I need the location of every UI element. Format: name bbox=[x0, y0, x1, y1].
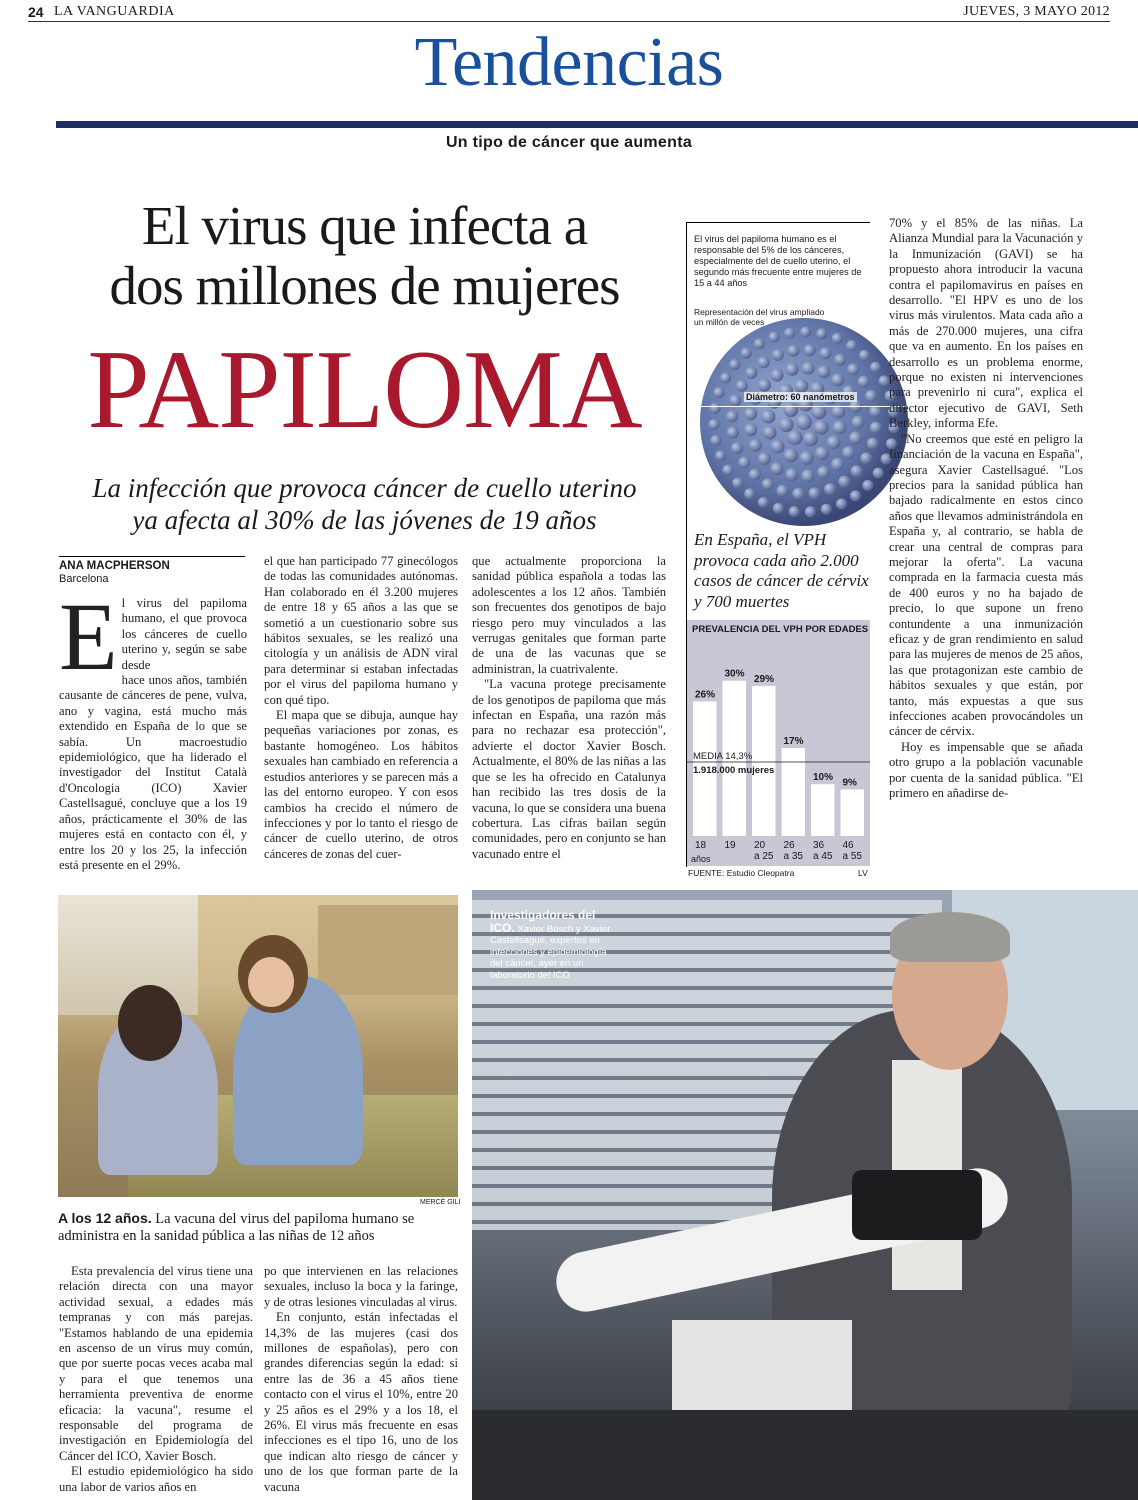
capsid-knob bbox=[738, 456, 750, 468]
capsid-knob bbox=[768, 332, 779, 343]
researcher-photo bbox=[472, 890, 1138, 1500]
chart-bar bbox=[752, 686, 776, 836]
capsid-knob bbox=[836, 498, 847, 509]
article-column-bottom-1 bbox=[59, 1264, 253, 1495]
deck-line-1: La infección que provoca cáncer de cuello uterino bbox=[92, 473, 637, 503]
chart-bar bbox=[811, 784, 835, 836]
chart-value-label: 30% bbox=[724, 668, 745, 680]
capsid-knob bbox=[803, 431, 818, 446]
capsid-knob bbox=[731, 442, 743, 454]
capsid-knob bbox=[710, 435, 721, 446]
capsid-knob bbox=[741, 348, 752, 359]
capsid-knob bbox=[749, 439, 762, 452]
lab-bench bbox=[472, 1410, 1138, 1500]
capsid-knob bbox=[827, 435, 841, 449]
infographic-intro: El virus del papiloma humano es el responsable del 5% de los cánceres, especialmente del de cuello uterino, el segundo más frecuente entre mujeres de 15 a 44 años bbox=[694, 234, 862, 288]
capsid-knob bbox=[787, 430, 802, 445]
capsid-knob bbox=[729, 395, 741, 407]
virus-caption: Representación del virus ampliado un millón de veces bbox=[694, 307, 825, 327]
capsid-knob bbox=[824, 483, 836, 495]
virus-illustration bbox=[692, 314, 922, 534]
capsid-knob bbox=[860, 452, 872, 464]
headline-line-2: dos millones de mujeres bbox=[109, 255, 620, 316]
classroom-photo-credit: MERCÈ GILI bbox=[420, 1199, 461, 1206]
capsid-knob bbox=[758, 497, 769, 508]
chart-tick-label: a 35 bbox=[783, 851, 803, 862]
capsid-knob bbox=[802, 362, 815, 375]
capsid-knob bbox=[851, 416, 864, 429]
chart-average-sublabel: 1.918.000 mujeres bbox=[693, 764, 775, 776]
section-title: Tendencias bbox=[414, 24, 724, 101]
article-paragraph: Esta prevalencia del virus tiene una relación directa con una mayor actividad sexual, a edades más tempranas y con más parejas. "Estamos hablando de una epidemia en ascenso de un virus muy común, que por suerte pocas veces acaba mal y para el que tenemos una herramienta preventiva de enorme eficacia: la vacuna", resume el responsable del programa de investigación en Epidemiología del Cáncer del ICO, Xavier Bosch. bbox=[59, 1264, 253, 1463]
chart-tick-label: 46 bbox=[842, 840, 854, 851]
capsid-knob bbox=[763, 426, 777, 440]
section-rule bbox=[56, 121, 1138, 128]
capsid-knob bbox=[831, 458, 844, 471]
issue-date: JUEVES, 3 MAYO 2012 bbox=[963, 4, 1110, 19]
chart-tick-label: 36 bbox=[813, 840, 825, 851]
byline-rule bbox=[59, 556, 245, 557]
chart-value-label: 9% bbox=[842, 777, 857, 789]
chart-average-label: MEDIA 14,3% bbox=[693, 750, 753, 762]
capsid-knob bbox=[805, 506, 816, 517]
capsid-knob bbox=[771, 369, 784, 382]
chart-value-label: 17% bbox=[783, 736, 804, 747]
article-paragraph: el que han participado 77 ginecólogos de todas las comunidades autónomas. Han colaborado en él 3.200 mujeres de entre 18 y 65 años a las que se sometió a un cuestionario sobre sus hábitos sexuales, se les realizó una citología y un análisis de ADN viral para determinar si estaban infectadas por el virus del papiloma humano y con qué tipo. bbox=[264, 554, 458, 707]
capsid-knob bbox=[772, 349, 784, 361]
capsid-knob bbox=[800, 327, 811, 338]
byline-author: ANA MACPHERSON bbox=[59, 560, 170, 572]
capsid-knob bbox=[761, 410, 775, 424]
capsid-knob bbox=[804, 344, 816, 356]
capsid-knob bbox=[749, 469, 761, 481]
capsid-knob bbox=[713, 387, 724, 398]
chart-value-label: 10% bbox=[813, 772, 834, 784]
chart-source: FUENTE: Estudio Cleopatra bbox=[688, 868, 795, 878]
capsid-knob bbox=[783, 402, 798, 417]
capsid-knob bbox=[847, 363, 859, 375]
child-right-face bbox=[248, 957, 294, 1007]
capsid-knob bbox=[758, 379, 771, 392]
chart-value-label: 26% bbox=[695, 689, 716, 701]
kicker: Un tipo de cáncer que aumenta bbox=[445, 134, 693, 151]
capsid-knob bbox=[722, 465, 733, 476]
capsid-knob bbox=[709, 419, 720, 430]
capsid-knob bbox=[817, 365, 830, 378]
capsid-knob bbox=[726, 410, 738, 422]
capsid-knob bbox=[732, 477, 743, 488]
chart-tick-label: a 25 bbox=[754, 851, 774, 862]
capsid-knob bbox=[879, 375, 890, 386]
chart-tick-label: 20 bbox=[754, 840, 766, 851]
capsid-knob bbox=[727, 427, 739, 439]
child-left-head bbox=[118, 985, 182, 1061]
capsid-knob bbox=[865, 390, 877, 402]
article-paragraph: po que intervienen en las relaciones sexuales, incluso la boca y la faringe, y de otras lesiones vinculadas al virus. bbox=[264, 1264, 458, 1309]
article-paragraph: que actualmente proporciona la sanidad pública española a todas las adolescentes a los 12 años. También son frecuentes dos genotipos de bajo riesgo pero muy vinculados a las verrugas genitales que forman parte de una de las vacunas que se administran, la cuatrivalente. bbox=[472, 554, 666, 676]
capsid-knob bbox=[762, 478, 774, 490]
capsid-knob bbox=[846, 340, 857, 351]
classroom-board bbox=[318, 905, 458, 995]
capsid-knob bbox=[745, 367, 757, 379]
capsid-knob bbox=[834, 354, 846, 366]
capsid-knob bbox=[729, 359, 740, 370]
article-paragraph: Hoy es impensable que se añada otro grupo a la población vacunable por cuenta de la sanidad pública. "El primero en añadirse de- bbox=[889, 739, 1083, 801]
chart-bar bbox=[841, 789, 865, 836]
capsid-knob bbox=[715, 450, 726, 461]
article-column-5 bbox=[889, 216, 1083, 801]
microscope-head bbox=[852, 1170, 982, 1240]
capsid-knob bbox=[792, 488, 804, 500]
chart-bar bbox=[782, 748, 806, 836]
capsid-knob bbox=[809, 487, 821, 499]
article-column-1 bbox=[59, 583, 247, 873]
capsid-knob bbox=[821, 504, 832, 515]
capsid-knob bbox=[851, 465, 863, 477]
capsid-knob bbox=[720, 372, 731, 383]
article-paragraph: hace unos años, también causante de cánceres de pene, vulva, ano y vagina, está mucho más extendido en España de lo que se sabía. Un macroestudio epidemiológico, que ha liderado el investigador del Institut Català d'Oncologia (ICO) Xavier Castellsagué, concluye que a los 19 años, prácticamente el 30% de las mujeres está en contacto con él, y entre los 20 y los 25, la infección está presente en el 29%. bbox=[59, 673, 247, 872]
article-column-3 bbox=[472, 554, 666, 862]
capsid-knob bbox=[770, 462, 783, 475]
article-paragraph: En conjunto, están infectadas el 14,3% de las mujeres (casi dos millones de españolas), pero con grandes diferencias según la edad: si entre las de 36 a 45 años tiene contacto con el virus el 10%, entre 20 y 25 años es el 29% y a los 18, el 26%. El virus más frecuente en esas infecciones es el tipo 16, uno de los que indican alto riesgo de cáncer y uno de los que forman parte de la vacuna bbox=[264, 1310, 458, 1494]
capsid-knob bbox=[816, 328, 827, 339]
capsid-knob bbox=[801, 469, 814, 482]
capsid-knob bbox=[873, 467, 884, 478]
capsid-knob bbox=[736, 380, 748, 392]
capsid-knob bbox=[710, 403, 721, 414]
article-paragraph: El estudio epidemiológico ha sido una labor de varios años en bbox=[59, 1464, 253, 1494]
caption-lead: Investigadores del ICO. bbox=[490, 908, 596, 935]
capsid-knob bbox=[870, 422, 882, 434]
capsid-knob bbox=[870, 362, 881, 373]
article-paragraph: "No creemos que esté en peligro la financiación de la vacuna en España", asegura Xavier Castellsagué. "Los precios para la sanidad pública han bajado radicalmente en estos cinco años que llevamos administrándola en España y, al contrario, se habla de crear una central de compras para mejorar la oferta". La vacuna comprada en la farmacia cuesta más de 400 euros y no ha bajado de precio, lo que supone un freno contundente a una inmunización eficaz y de gran rendimiento en salud para las mujeres de menos de 25 años, las que protagonizan este cambio de hábitos sexuales y que están, por tanto, más expuestas a que sus infecciones acaben provocándoles un cáncer de cérvix. bbox=[889, 431, 1083, 739]
capsid-knob bbox=[869, 405, 881, 417]
infographic-pullquote: En España, el VPH provoca cada año 2.000 casos de cáncer de cérvix y 700 muertes bbox=[694, 530, 869, 611]
capsid-knob bbox=[744, 423, 757, 436]
capsid-knob bbox=[773, 503, 784, 514]
researcher-photo-caption bbox=[490, 910, 618, 981]
chart-tick-label: a 45 bbox=[813, 851, 833, 862]
chart-title: PREVALENCIA DEL VPH POR EDADES bbox=[692, 624, 869, 635]
capsid-knob bbox=[758, 356, 770, 368]
capsid-knob bbox=[787, 345, 799, 357]
caption-lead: A los 12 años. bbox=[58, 1210, 152, 1226]
chart-tick-label: 18 bbox=[695, 840, 707, 851]
capsid-knob bbox=[771, 439, 785, 453]
capsid-knob bbox=[786, 363, 799, 376]
capsid-knob bbox=[784, 328, 795, 339]
article-column-bottom-2 bbox=[264, 1264, 458, 1495]
diameter-arrow bbox=[694, 406, 922, 407]
capsid-knob bbox=[862, 480, 873, 491]
classroom-photo-caption bbox=[58, 1210, 458, 1245]
chart-value-label: 29% bbox=[754, 673, 775, 685]
article-paragraph: "La vacuna protege precisamente de los genotipos de papiloma que más infectan en España, una razón más para no rechazar esa protección", advierte el doctor Xavier Bosch. Actualmente, el 80% de las niñas a las que se les ha ofrecido en Catalunya han recibido las tres dosis de la vacuna, lo que se considera una buena cobertura. Las cifras bailan según comunidades, pero en conjunto se han vacunado entre el bbox=[472, 677, 666, 861]
article-column-2 bbox=[264, 554, 458, 862]
researcher-hair bbox=[890, 912, 1010, 962]
article-paragraph: El mapa que se dibuja, aunque hay pequeñas variaciones por zonas, es bastante homogéneo. Los hábitos sexuales han cambiado en referencia a estudios anteriores y se parecen más a las del entorno europeo. Y con esos cambios ha crecido el número de infecciones y por lo tanto el riesgo de cáncer de cuello uterino, de otros cánceres de zonas del cuer- bbox=[264, 708, 458, 861]
dropcap: E bbox=[59, 583, 118, 690]
capsid-knob bbox=[814, 420, 829, 435]
chart-tick-label: 26 bbox=[783, 840, 795, 851]
capsid-knob bbox=[784, 448, 798, 462]
chart-tick-label: a 55 bbox=[842, 851, 862, 862]
capsid-knob bbox=[789, 506, 800, 517]
byline-city: Barcelona bbox=[59, 573, 109, 585]
capsid-knob bbox=[796, 414, 812, 430]
capsid-knob bbox=[779, 417, 794, 432]
capsid-knob bbox=[838, 476, 850, 488]
capsid-knob bbox=[800, 451, 814, 465]
capsid-knob bbox=[832, 333, 843, 344]
page-number: 24 bbox=[28, 4, 44, 20]
article-lead: l virus del papiloma humano, el que provoca los cánceres de cuello uterino y, según se sabe desde bbox=[121, 596, 247, 672]
capsid-knob bbox=[758, 452, 771, 465]
capsid-knob bbox=[744, 407, 757, 420]
infographic bbox=[686, 222, 870, 880]
capsid-knob bbox=[831, 373, 844, 386]
capsid-knob bbox=[777, 485, 789, 497]
capsid-knob bbox=[744, 488, 755, 499]
chart-tick-label: 19 bbox=[724, 840, 736, 851]
infographic-credit: LV bbox=[858, 868, 868, 878]
headline-papiloma: PAPILOMA bbox=[87, 328, 642, 452]
capsid-knob bbox=[819, 347, 831, 359]
deck-line-2: ya afecta al 30% de las jóvenes de 19 años bbox=[132, 505, 597, 535]
capsid-knob bbox=[754, 338, 765, 349]
caption-text: La vacuna del virus del papiloma humano se administra en la sanidad pública a las niñas de 12 años bbox=[58, 1211, 415, 1244]
headline-line-1: El virus que infecta a bbox=[141, 195, 588, 256]
capsid-knob bbox=[815, 446, 829, 460]
caption-text: Xavier Bosch y Xavier Castellsagué, expertos en infecciones y epidemiología del cáncer, ayer en un laboratorio del ICO bbox=[490, 923, 611, 981]
capsid-knob bbox=[785, 468, 798, 481]
chart-x-axis-label: años bbox=[691, 854, 711, 864]
capsid-knob bbox=[849, 432, 862, 445]
prevalence-chart bbox=[687, 636, 870, 868]
capsid-knob bbox=[859, 350, 870, 361]
capsid-knob bbox=[833, 420, 847, 434]
capsid-knob bbox=[858, 376, 870, 388]
capsid-knob bbox=[850, 490, 861, 501]
capsid-knob bbox=[842, 446, 855, 459]
classroom-photo bbox=[58, 895, 458, 1197]
capsid-knob bbox=[817, 466, 830, 479]
capsid-knob bbox=[794, 379, 808, 393]
newspaper-name: LA VANGUARDIA bbox=[54, 4, 175, 19]
article-paragraph: 70% y el 85% de las niñas. La Alianza Mundial para la Vacunación y la Inmunización (GAVI) se ha propuesto ahora introducir la vacuna contra el papilomavirus en países en desarrollo. "El HPV es uno de los virus más virulentos. Mata cada año a más de 270.000 mujeres, una cifra que va en aumento. En los países en desarrollo es un problema enorme, porque no existen ni intervenciones para prevenirlo ni cura", explica el director ejecutivo de GAVI, Seth Berkley, informa Efe. bbox=[889, 216, 1083, 431]
infographic-top-rule bbox=[686, 222, 870, 223]
diameter-label: Diámetro: 60 nanómetros bbox=[746, 392, 855, 402]
capsid-knob bbox=[867, 437, 879, 449]
